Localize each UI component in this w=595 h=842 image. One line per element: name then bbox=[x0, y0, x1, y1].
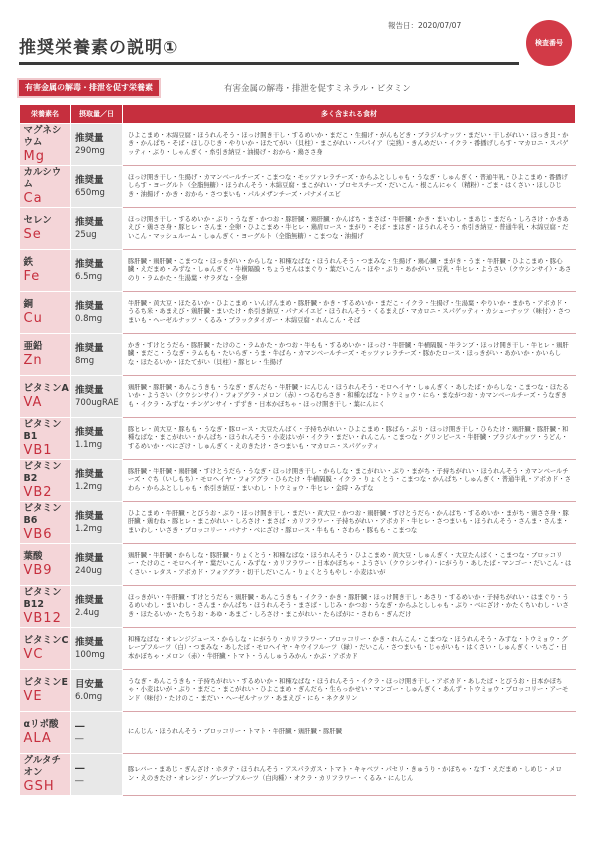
nutrient-cell bbox=[20, 754, 71, 796]
foods-list: 鶏肝臓・豚肝臓・あんこうきも・うなぎ・ぎんだら・牛肝臓・にんじん・ほうれんそう・モロヘイヤ・しゅんぎく・あしたば・からしな・こまつな・ほたるいか・ようさい（クウシンサイ）・フォアグラ・メロン（赤）・つるむらさき・和種なばな・トウミョウ・にら・まながつお・カマンベールチーズ・うなぎきも・イクラ・みずな・チンゲンサイ・ずずき・日本かぼちゃ・ほっけ開き干し・葉にんにく bbox=[128, 383, 569, 408]
nutrient-cell bbox=[20, 208, 71, 250]
nutrient-cell bbox=[20, 712, 71, 754]
intake-value: 2.4ug bbox=[75, 607, 100, 618]
table-row bbox=[20, 460, 576, 502]
foods-list: ほっきがい・牛肝臓・すけとうだら・鶏肝臓・あんこうきも・イクラ・かき・豚肝臓・ほっけ開き干し・あさり・するめいか・子持ちがれい・はまぐり・うるめいわし・まいわし・さんま・かんぱち・ほうれんそう・まさば・しじみ・かつお・うなぎ・からふとししゃも・ぶり・べにざけ・かたくちいわし・いさき・ほたるいか・たちうお・あゆ・あまご・しろさけ・まこがれい・たらばがに・さわら・ぎんだけ bbox=[128, 593, 569, 618]
intake-value: 0.8mg bbox=[75, 313, 103, 324]
nutrient-cell bbox=[20, 418, 71, 460]
intake-label: 目安量 bbox=[75, 678, 104, 690]
nutrient-symbol: VB9 bbox=[23, 563, 53, 578]
intake-label: 推奨量 bbox=[75, 552, 104, 564]
intake-value: 6.0mg bbox=[75, 691, 103, 702]
nutrient-name: 葉酸 bbox=[23, 551, 43, 562]
section-tag: 有害金属の解毒・排泄を促す栄養素 bbox=[19, 80, 159, 96]
intake-label: 推奨量 bbox=[75, 300, 104, 312]
intake-value: 8mg bbox=[75, 355, 95, 366]
foods-cell bbox=[123, 628, 576, 670]
intake-value: 700ugRAE bbox=[75, 397, 119, 408]
intake-value: 1.1mg bbox=[75, 439, 103, 450]
nutrient-name: ビタミンC bbox=[23, 635, 69, 646]
foods-list: 豚肝臓・牛肝臓・鶏肝臓・すけとうだら・うなぎ・ほっけ開き干し・からしな・まこがれい・ぶり・まがち・子持ちがれい・ほうれんそう・カマンベールチーズ・ぐち（いしもち）・モロヘイヤ・フォアグラ・ひらたけ・牛横隔膜・イクラ・りょくとう・こまつな・かんぱち・しゅんぎく・普通牛乳・アボカド・さわら・からふとししゃも・糸引き納豆・まいわし・トウミョウ・牛ヒレ・金時・みずな bbox=[128, 467, 571, 492]
nutrient-cell bbox=[20, 334, 71, 376]
header-intake: 摂取量／日 bbox=[71, 105, 123, 124]
table-row bbox=[20, 208, 576, 250]
nutrient-cell bbox=[20, 166, 71, 208]
nutrient-symbol: Ca bbox=[23, 191, 43, 206]
nutrient-cell bbox=[20, 628, 71, 670]
table-row bbox=[20, 712, 576, 754]
intake-cell bbox=[71, 586, 123, 628]
foods-list: にんじん・ほうれんそう・ブロッコリー・トマト・牛肝臓・鶏肝臓・豚肝臓 bbox=[128, 728, 342, 736]
intake-value: 650mg bbox=[75, 187, 105, 198]
foods-cell bbox=[123, 292, 576, 334]
nutrient-cell bbox=[20, 292, 71, 334]
nutrient-symbol: VB6 bbox=[23, 527, 53, 542]
table-row bbox=[20, 418, 576, 460]
intake-label: 推奨量 bbox=[75, 132, 104, 144]
nutrient-cell bbox=[20, 376, 71, 418]
table-row bbox=[20, 124, 576, 166]
nutrient-symbol: Cu bbox=[23, 311, 43, 326]
nutrient-symbol: VB1 bbox=[23, 443, 53, 458]
intake-label: ― bbox=[75, 720, 85, 732]
foods-list: 牛肝臓・黄大豆・ほたるいか・ひよこまめ・いんげんまめ・豚肝臓・かき・するめいか・まだこ・イクラ・生揚げ・生湯葉・やりいか・まかち・アボカド・うるち米・あまえび・鶏肝臓・まいたけ・糸引き納豆・パナメイエビ・ほうれんそう・くるまえび・マカロニ・スパゲッティ・カシューナッツ（味付）・さつまいも・ヘーゼルナッツ・くるみ・ブラックタイガー・木綿豆腐・れんこん・そば bbox=[128, 299, 571, 324]
nutrient-symbol: Mg bbox=[23, 149, 45, 164]
nutrient-table bbox=[19, 104, 576, 796]
intake-label: 推奨量 bbox=[75, 468, 104, 480]
header-nutrient: 栄養素名 bbox=[20, 105, 71, 124]
intake-label: 推奨量 bbox=[75, 216, 104, 228]
nutrient-symbol: VA bbox=[23, 395, 43, 410]
nutrient-symbol: ALA bbox=[23, 731, 52, 746]
table-row bbox=[20, 334, 576, 376]
report-date: 報告日：2020/07/07 bbox=[388, 21, 462, 30]
intake-cell bbox=[71, 166, 123, 208]
foods-cell bbox=[123, 250, 576, 292]
intake-cell bbox=[71, 754, 123, 796]
foods-list: 豚レバー・まあじ・ぎんざけ・ホタテ・ほうれんそう・アスパラガス・トマト・キャベツ・パセリ・きゅうり・かぼちゃ・なす・えだまめ・しめじ・メロン・えのきたけ・オレンジ・グレープフルーツ（白肉種）・オクラ・カリフラワー・くるみ・にんじん bbox=[128, 765, 562, 782]
intake-cell bbox=[71, 250, 123, 292]
foods-cell bbox=[123, 586, 576, 628]
nutrient-cell bbox=[20, 250, 71, 292]
nutrient-name: 亜鉛 bbox=[23, 341, 43, 352]
nutrient-symbol: VB2 bbox=[23, 485, 53, 500]
intake-cell bbox=[71, 544, 123, 586]
intake-label: 推奨量 bbox=[75, 636, 104, 648]
foods-cell bbox=[123, 670, 576, 712]
nutrient-name: セレン bbox=[23, 215, 52, 226]
foods-cell bbox=[123, 754, 576, 796]
table-row bbox=[20, 166, 576, 208]
nutrient-name: 鉄 bbox=[23, 257, 34, 268]
table-row bbox=[20, 628, 576, 670]
foods-cell bbox=[123, 208, 576, 250]
nutrient-name: ビタミンE bbox=[23, 677, 68, 688]
intake-value: 1.2mg bbox=[75, 523, 103, 534]
foods-cell bbox=[123, 460, 576, 502]
intake-cell bbox=[71, 292, 123, 334]
intake-label: ― bbox=[75, 762, 85, 774]
foods-cell bbox=[123, 712, 576, 754]
intake-label: 推奨量 bbox=[75, 342, 104, 354]
intake-label: 推奨量 bbox=[75, 510, 104, 522]
table-row bbox=[20, 250, 576, 292]
header-foods: 多く含まれる食材 bbox=[123, 105, 576, 124]
nutrient-name: マグネシウム bbox=[23, 125, 62, 148]
table-row bbox=[20, 586, 576, 628]
table-header-row bbox=[20, 105, 576, 124]
nutrient-cell bbox=[20, 544, 71, 586]
nutrient-name: ビタミンB12 bbox=[23, 587, 62, 610]
nutrient-symbol: GSH bbox=[23, 779, 55, 794]
foods-cell bbox=[123, 334, 576, 376]
nutrient-cell bbox=[20, 670, 71, 712]
table-row bbox=[20, 754, 576, 796]
intake-label: 推奨量 bbox=[75, 426, 104, 438]
intake-cell bbox=[71, 376, 123, 418]
intake-value: ― bbox=[75, 733, 84, 744]
intake-value: 240ug bbox=[75, 565, 103, 576]
foods-list: ほっけ開き干し・するめいか・ぶり・うなぎ・かつお・豚肝臓・鶏肝臓・かんぱち・まさば・牛肝臓・かき・まいわし・まあじ・まだら・しろさけ・かきあえび・鶏ささ身・豚ヒレ・さんま・全卵・ひよこまめ・牛ヒレ・鶏肩ロース・まがり・そば・まはぎ・ほうれんそう・糸引き納豆・普通牛乳・木綿豆腐・だいこん・マッシュルーム・しゅんぎく・ヨーグルト（全脂無糖）・こまつな・油揚げ bbox=[128, 215, 569, 240]
foods-cell bbox=[123, 124, 576, 166]
table-row bbox=[20, 292, 576, 334]
intake-cell bbox=[71, 334, 123, 376]
nutrient-cell bbox=[20, 124, 71, 166]
intake-cell bbox=[71, 208, 123, 250]
nutrient-symbol: VE bbox=[23, 689, 43, 704]
nutrient-symbol: Zn bbox=[23, 353, 43, 368]
intake-value: 100mg bbox=[75, 649, 105, 660]
inspection-number-badge: 検査番号 bbox=[526, 20, 572, 66]
intake-cell bbox=[71, 712, 123, 754]
foods-list: 豚肝臓・鶏肝臓・こまつな・ほっきがい・からしな・和種なばな・ほうれんそう・つまみな・生揚げ・鶏心臓・まがき・うま・牛肝臓・ひよこまめ・豚心臓・えだまめ・みずな・しゅんぎく・牛横隔膜・ちょうせんはまぐり・葉だいこん・ほや・ぶり・あかがい・豆乳・牛ヒレ・ようさい（クウシンサイ）・あさのり・ラムかた・生湯葉・サラダな・全卵 bbox=[128, 257, 572, 282]
nutrient-name: カルシウム bbox=[23, 167, 62, 190]
nutrient-name: ビタミンA bbox=[23, 383, 69, 394]
table-row bbox=[20, 502, 576, 544]
intake-cell bbox=[71, 670, 123, 712]
intake-label: 推奨量 bbox=[75, 174, 104, 186]
table-row bbox=[20, 376, 576, 418]
foods-list: ひよこまめ・木綿豆腐・ほうれんそう・ほっけ開き干し・するめいか・まだこ・生揚げ・がんもどき・ブラジルナッツ・まだい・干しがれい・ほっき貝・かき・かんぱち・そば・ほしひじき・やりいか・ほたてがい（貝柱）・まこがれい・パパイア（完熟）・きんめだい・イクラ・番播げしらす・マカロニ・スパゲッティ・ぶり・しゃんぎく・糸引き納豆・油揚げ・おから・鶏ささ身 bbox=[128, 131, 569, 156]
foods-list: うなぎ・あんこうきも・子持ちがれい・するめいか・和種なばな・ほうれんそう・イクラ・ほっけ開き干し・アボカド・あしたば・とびうお・日本かぼちゃ・小麦はいが・ぶり・まだこ・まこがれい・ひよこまめ・ぎんだら・生らっかせい・マンゴー・しゅんぎく・あんず・トウミョウ・ブロッコリー・アーモンド（味付）・たけのこ・まだい・ヘーゼルナッツ・あまえび・にら・ネクタリン bbox=[128, 677, 569, 702]
nutrient-cell bbox=[20, 460, 71, 502]
intake-value: 1.2mg bbox=[75, 481, 103, 492]
nutrient-cell bbox=[20, 586, 71, 628]
intake-label: 推奨量 bbox=[75, 594, 104, 606]
foods-cell bbox=[123, 376, 576, 418]
nutrient-cell bbox=[20, 502, 71, 544]
page-title: 推奨栄養素の説明① bbox=[19, 36, 519, 65]
intake-cell bbox=[71, 460, 123, 502]
intake-cell bbox=[71, 124, 123, 166]
nutrient-name: αリポ酸 bbox=[23, 719, 59, 730]
intake-value: ― bbox=[75, 775, 84, 786]
nutrient-symbol: VC bbox=[23, 647, 44, 662]
intake-value: 25ug bbox=[75, 229, 97, 240]
nutrient-name: 銅 bbox=[23, 299, 34, 310]
section-subtitle: 有害金属の解毒・排泄を促すミネラル・ビタミン bbox=[224, 84, 411, 94]
foods-list: 豚ヒレ・黄大豆・豚もも・うなぎ・豚ロース・大豆たんぱく・子持ちがれい・ひよこまめ・豚ばら・ぶり・ほっけ開き干し・ひらたけ・鶏肝臓・豚肝臓・和種なばな・まこがれい・かんぱち・ほうれんそう・小麦はいが・イクラ・まだい・れんこん・こまつな・グリンピース・牛肝臓・ブラジルナッツ・うどん・するめいか・べにざけ・しゅんぎく・えのきたけ・さつまいも・マカロニ・スパゲッティ bbox=[128, 425, 569, 450]
foods-list: ほっけ開き干し・生揚げ・カマンベールチーズ・こまつな・モッツァレラチーズ・からふとししゃも・うなぎ・しゅんぎく・普通牛乳・ひよこまめ・番播げしらす・ヨーグルト（全脂無糖）・ほうれんそう・木綿豆腐・まこがれい・プロセスチーズ・だいこん・根こんにゃく（精粉）・ごま・はくさい・ほしひじき・油揚げ・かき・おから・さつまいも・パルメザンチーズ・パナメイエビ bbox=[128, 173, 568, 198]
intake-value: 290mg bbox=[75, 145, 105, 156]
intake-label: 推奨量 bbox=[75, 258, 104, 270]
intake-value: 6.5mg bbox=[75, 271, 103, 282]
foods-list: ひよこまめ・牛肝臓・とびうお・ぶり・ほっけ開き干し・まだい・黄大豆・かつお・鶏肝臓・すけとうだら・かんぱち・するめいか・まがち・鶏ささ身・豚肝臓・鶏むね・豚ヒレ・まこがれい・しろさけ・まさば・カリフラワー・子持ちがれい・アボカド・牛ヒレ・さつまいも・ほうれんそう・さんま・さんま・まいわし・いさき・ブロッコリー・バナナ・べにざけ・豚ロース・牛もも・さわら・豚もも・こまつな bbox=[128, 509, 569, 534]
nutrient-name: ビタミンB2 bbox=[23, 461, 62, 484]
nutrient-symbol: Fe bbox=[23, 269, 41, 284]
nutrient-symbol: Se bbox=[23, 227, 42, 242]
foods-cell bbox=[123, 166, 576, 208]
nutrient-name: グルタチオン bbox=[23, 755, 61, 778]
intake-label: 推奨量 bbox=[75, 384, 104, 396]
foods-list: かき・すけとうだら・豚肝臓・たけのこ・ラムかた・かつお・牛もも・するめいか・ほっけ・牛肝臓・牛横隔膜・牛ランプ・ほっけ開き干し・牛ヒレ・鶏肝臓・まだこ・うなぎ・ラムもも・たいらぎ・うま・牛ばら・カマンベールチーズ・モッツァレラチーズ・豚かたロース・ほっきがい・あかいか・かいらしな・ほたるいか・ほたてがい（貝柱）・豚ヒレ・生揚げ bbox=[128, 341, 569, 366]
table-row bbox=[20, 544, 576, 586]
nutrient-name: ビタミンB1 bbox=[23, 419, 62, 442]
foods-cell bbox=[123, 544, 576, 586]
nutrient-name: ビタミンB6 bbox=[23, 503, 62, 526]
foods-list: 鶏肝臓・牛肝臓・からしな・豚肝臓・りょくとう・和種なばな・ほうれんそう・ひよこまめ・黄大豆・しゅんぎく・大豆たんぱく・こまつな・ブロッコリー・たけのこ・モロヘイヤ・葉だいこん・みずな・カリフラワー・日本かぼちゃ・ようさい（クウシンサイ）・にがうり・あしたば・マンゴー・だいこん・はくさい・レタス・アボカド・フォアグラ・切干しだいこん・りょくとうもやし・小麦はいが bbox=[128, 551, 572, 576]
intake-cell bbox=[71, 502, 123, 544]
intake-cell bbox=[71, 628, 123, 670]
foods-list: 和種なばな・オレンジジュース・からしな・にがうり・カリフラワー・ブロッコリー・かき・れんこん・こまつな・ほうれんそう・みずな・トウミョウ・グレープフルーツ（白）・つまみな・あしたば・モロヘイヤ・キウイフルーツ（緑）・だいこん・さつまいも・じゃがいも・はくさい・しゅんぎく・いちご・日本かぼちゃ・メロン（赤）・牛肝臓・トマト・うんしゅうみかん・かぶ・アボカド bbox=[128, 635, 568, 660]
intake-cell bbox=[71, 418, 123, 460]
foods-cell bbox=[123, 418, 576, 460]
table-row bbox=[20, 670, 576, 712]
foods-cell bbox=[123, 502, 576, 544]
nutrient-symbol: VB12 bbox=[23, 611, 62, 626]
